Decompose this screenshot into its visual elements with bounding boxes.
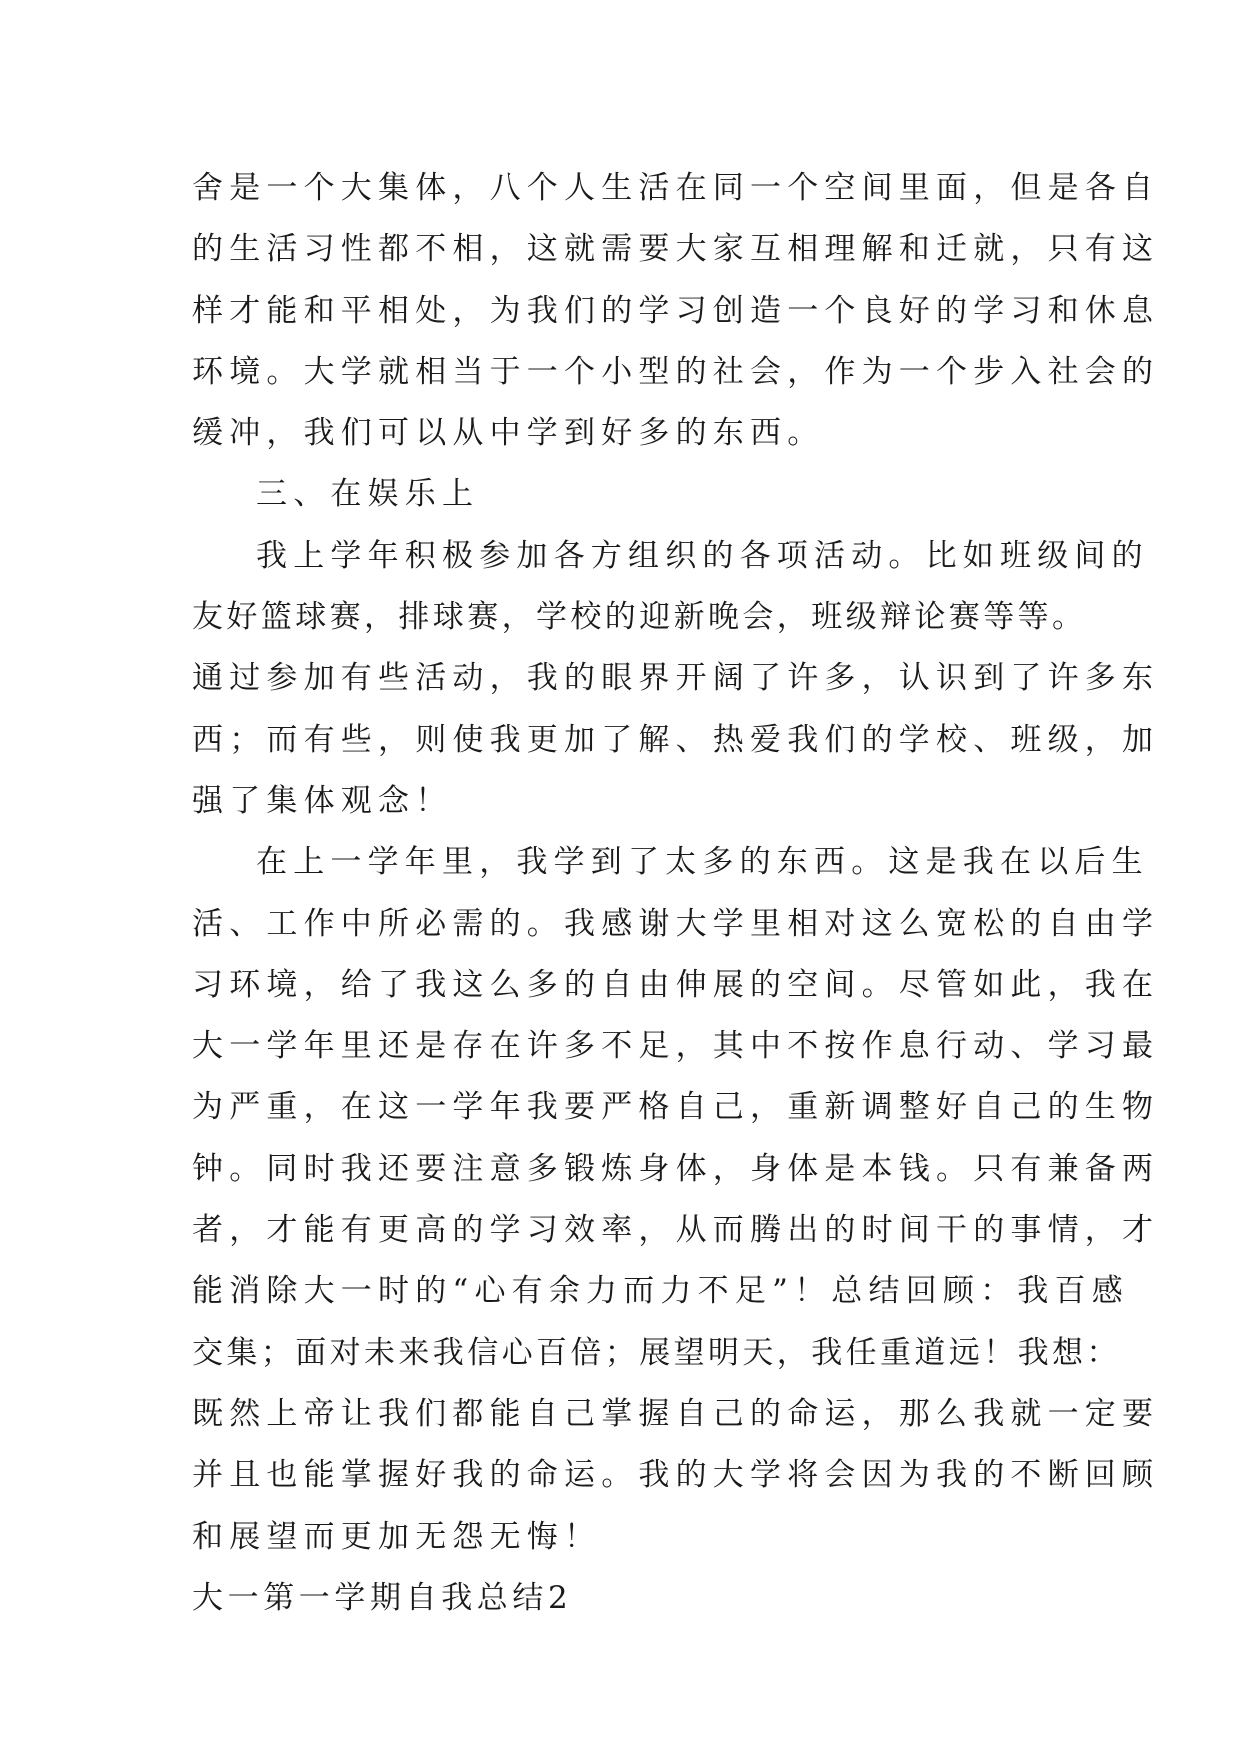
text-line: 者，才能有更高的学习效率，从而腾出的时间干的事情，才: [192, 1212, 1160, 1249]
text-line: 并且也能掌握好我的命运。我的大学将会因为我的不断回顾: [192, 1457, 1160, 1494]
text-line: 的生活习性都不相，这就需要大家互相理解和迁就，只有这: [192, 231, 1160, 268]
text-line: 舍是一个大集体，八个人生活在同一个空间里面，但是各自: [192, 170, 1160, 206]
text-line: 通过参加有些活动，我的眼界开阔了许多，认识到了许多东: [192, 660, 1160, 697]
section-title: 大一第一学期自我总结2: [192, 1579, 573, 1616]
text-line: 友好篮球赛，排球赛，学校的迎新晚会，班级辩论赛等等。: [192, 599, 1087, 636]
text-line: 习环境，给了我这么多的自由伸展的空间。尽管如此，我在: [192, 966, 1160, 1003]
text-line: 环境。大学就相当于一个小型的社会，作为一个步入社会的: [192, 353, 1160, 390]
text-line: 和展望而更加无怨无悔！: [192, 1518, 602, 1555]
text-line: 西；而有些，则使我更加了解、热爱我们的学校、班级，加: [192, 721, 1160, 758]
text-line: 为严重，在这一学年我要严格自己，重新调整好自己的生物: [192, 1089, 1160, 1126]
text-line: 钟。同时我还要注意多锻炼身体，身体是本钱。只有兼备两: [192, 1150, 1160, 1187]
text-line: 样才能和平相处，为我们的学习创造一个良好的学习和休息: [192, 292, 1160, 329]
text-line: 既然上帝让我们都能自己掌握自己的命运，那么我就一定要: [192, 1395, 1160, 1432]
paragraph-first-line: 在上一学年里，我学到了太多的东西。这是我在以后生: [256, 844, 1149, 881]
section-heading: 三、在娱乐上: [256, 476, 480, 513]
document-body: [192, 158, 1160, 1629]
text-line: 交集；面对未来我信心百倍；展望明天，我任重道远！我想：: [192, 1334, 1121, 1371]
text-line: 活、工作中所必需的。我感谢大学里相对这么宽松的自由学: [192, 905, 1160, 942]
paragraph-first-line: 我上学年积极参加各方组织的各项活动。比如班级间的: [256, 537, 1149, 574]
text-line: 能消除大一时的“心有余力而力不足”！总结回顾：我百感: [192, 1273, 1129, 1310]
text-line: 大一学年里还是存在许多不足，其中不按作息行动、学习最: [192, 1028, 1160, 1065]
text-line: 缓冲，我们可以从中学到好多的东西。: [192, 415, 825, 452]
text-line: 强了集体观念！: [192, 782, 453, 819]
